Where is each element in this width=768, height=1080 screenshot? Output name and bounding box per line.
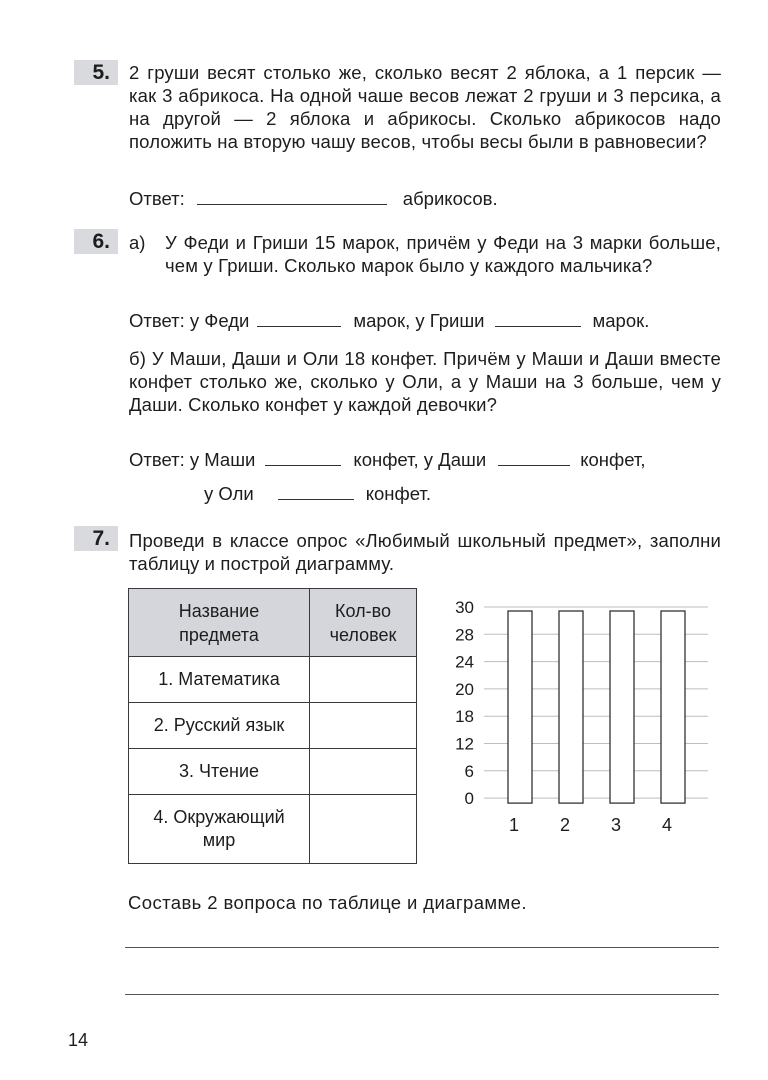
- x-tick-label: 2: [559, 815, 571, 836]
- problem-6b-text: [129, 347, 721, 416]
- problem-5-answer: [129, 188, 498, 210]
- survey-bar-chart: [440, 590, 730, 850]
- table-cell-count[interactable]: [310, 749, 417, 795]
- problem-5-number: 5.: [74, 60, 118, 85]
- problem-7-number: 7.: [74, 526, 118, 551]
- y-tick-label: 0: [464, 789, 474, 809]
- answer-blank-dashi[interactable]: [498, 464, 570, 466]
- table-row-subject: 1. Математика: [129, 657, 310, 703]
- problem-7-text: Проведи в классе опрос «Любимый школьный предмет», заполни таблицу и построй диаграмму.: [129, 530, 721, 574]
- answer-blank-grishi[interactable]: [495, 325, 581, 327]
- problem-5-text: 2 груши весят столько же, сколько весят 2 яблока, а 1 персик — как 3 абрикоса. На одной чаше весов лежат 2 груши и 3 персика, а на другой — 2 яблока и абрикосы. Сколько абрикосов надо положить на вторую чашу весов, чтобы весы были в равновесии?: [129, 62, 721, 152]
- problem-6b-answer: [129, 449, 645, 471]
- answer-mid: конфет, у Даши: [353, 449, 487, 470]
- problem-6a-marker: а): [129, 232, 146, 253]
- page-number: 14: [68, 1030, 89, 1050]
- answer-end: марок.: [592, 310, 650, 331]
- problem-6a-answer: [129, 310, 649, 332]
- answer-blank-mashi[interactable]: [265, 464, 341, 466]
- answer-label: Ответ: у Маши: [129, 449, 256, 470]
- answer-mid: марок, у Гриши: [353, 310, 485, 331]
- table-row-subject: 3. Чтение: [129, 749, 310, 795]
- table-row-subject: 4. Окружающий мир: [129, 795, 310, 864]
- x-tick-label: 1: [508, 815, 520, 836]
- problem-7-task: Составь 2 вопроса по таблице и диаграмме.: [128, 892, 527, 913]
- table-header-count: Кол-во человек: [310, 589, 417, 657]
- answer2-end: конфет.: [365, 483, 431, 504]
- bar-outline[interactable]: [661, 611, 685, 803]
- y-tick-label: 12: [455, 734, 474, 754]
- answer2-label: у Оли: [204, 483, 254, 504]
- answer-blank[interactable]: [197, 203, 387, 205]
- answer-unit: абрикосов.: [402, 188, 498, 209]
- x-tick-label: 4: [661, 815, 673, 836]
- problem-6-number: 6.: [74, 229, 118, 254]
- table-header-subject: Название предмета: [129, 589, 310, 657]
- problem-6b-answer-2: [204, 483, 431, 505]
- table-cell-count[interactable]: [310, 703, 417, 749]
- subject-table: [128, 588, 417, 864]
- answer-blank-fedi[interactable]: [257, 325, 341, 327]
- problem-6a-text: У Феди и Гриши 15 марок, причём у Феди на 3 марки больше, чем у Гриши. Сколько марок было у каждого мальчика?: [165, 232, 721, 276]
- y-tick-label: 30: [455, 598, 474, 617]
- write-line-1[interactable]: [125, 946, 719, 948]
- bar-outline[interactable]: [559, 611, 583, 803]
- bar-outline[interactable]: [610, 611, 634, 803]
- answer-end: конфет,: [580, 449, 646, 470]
- problem-6b-body: б) У Маши, Даши и Оли 18 конфет. Причём у Маши и Даши вместе конфет столько же, сколько у Оли, а у Маши на 3 больше, чем у Даши. Сколько конфет у каждой девочки?: [129, 348, 721, 415]
- x-tick-label: 3: [610, 815, 622, 836]
- answer-label: Ответ: у Феди: [129, 310, 250, 331]
- table-cell-count[interactable]: [310, 795, 417, 864]
- table-cell-count[interactable]: [310, 657, 417, 703]
- bar-outline[interactable]: [508, 611, 532, 803]
- write-line-2[interactable]: [125, 993, 719, 995]
- answer-label: Ответ:: [129, 188, 185, 209]
- y-tick-label: 18: [455, 707, 474, 727]
- y-tick-label: 28: [455, 625, 474, 645]
- y-tick-label: 24: [455, 652, 474, 672]
- y-tick-label: 6: [464, 761, 474, 781]
- answer-blank-oli[interactable]: [278, 498, 354, 500]
- table-row-subject: 2. Русский язык: [129, 703, 310, 749]
- y-tick-label: 20: [455, 679, 474, 699]
